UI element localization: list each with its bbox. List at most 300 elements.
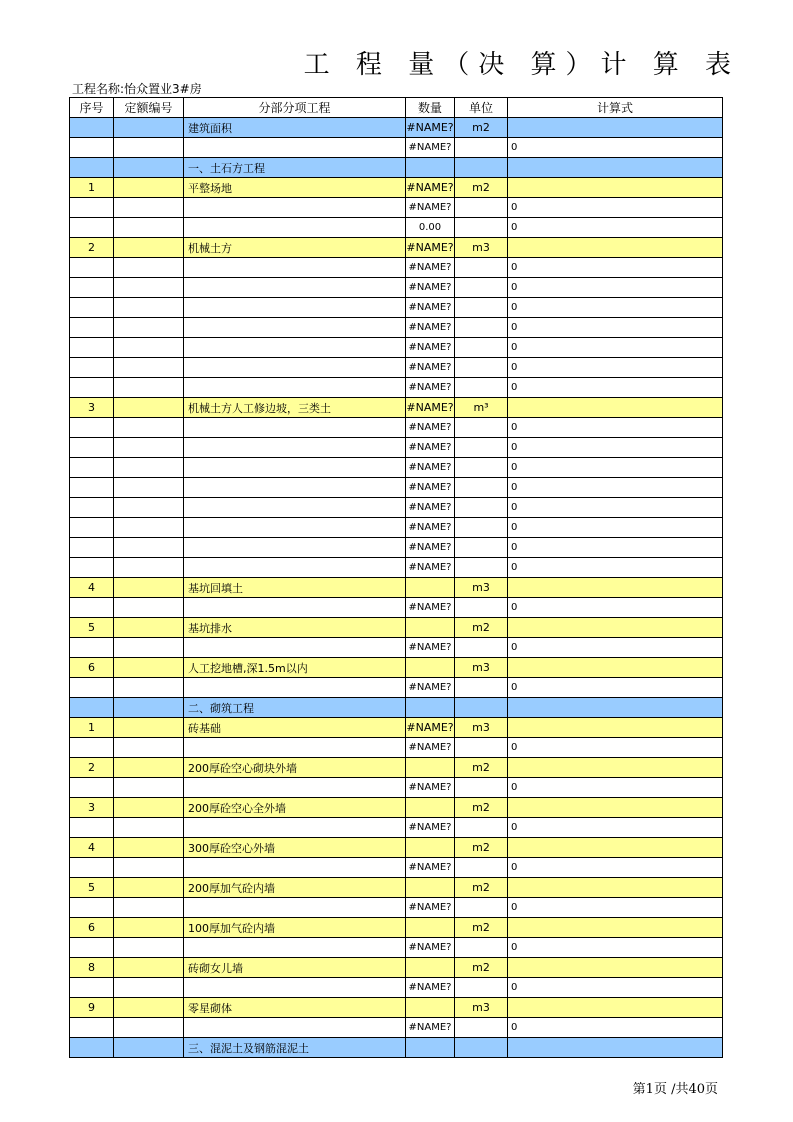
cell-no [70, 698, 114, 718]
cell-no [70, 1018, 114, 1038]
cell-name: 二、砌筑工程 [184, 698, 406, 718]
cell-qty: #NAME? [406, 338, 455, 358]
cell-qty [406, 958, 455, 978]
cell-no [70, 318, 114, 338]
cell-formula [508, 998, 723, 1018]
cell-qty: #NAME? [406, 738, 455, 758]
cell-formula: 0 [508, 358, 723, 378]
cell-no [70, 778, 114, 798]
section-row [70, 158, 723, 178]
cell-unit [455, 1018, 508, 1038]
cell-qty: #NAME? [406, 898, 455, 918]
cell-code [114, 458, 184, 478]
cell-code [114, 758, 184, 778]
cell-formula: 0 [508, 518, 723, 538]
cell-no [70, 678, 114, 698]
cell-code [114, 878, 184, 898]
cell-name: 200厚砼空心砌块外墙 [184, 758, 406, 778]
cell-name: 零星砌体 [184, 998, 406, 1018]
cell-qty: #NAME? [406, 398, 455, 418]
cell-unit [455, 698, 508, 718]
cell-formula: 0 [508, 378, 723, 398]
header-formula: 计算式 [508, 98, 723, 118]
page-number: 第1页 /共40页 [632, 1082, 718, 1097]
cell-formula: 0 [508, 458, 723, 478]
cell-qty [406, 838, 455, 858]
cell-code [114, 158, 184, 178]
cell-qty: #NAME? [406, 978, 455, 998]
cell-formula: 0 [508, 258, 723, 278]
cell-name: 建筑面积 [184, 118, 406, 138]
detail-row [70, 538, 723, 558]
cell-no: 3 [70, 798, 114, 818]
cell-qty: #NAME? [406, 118, 455, 138]
item-row [70, 838, 723, 858]
cell-unit: m2 [455, 798, 508, 818]
cell-formula: 0 [508, 318, 723, 338]
section-row [70, 1038, 723, 1058]
cell-unit: m2 [455, 958, 508, 978]
cell-code [114, 178, 184, 198]
cell-name [184, 778, 406, 798]
item-row [70, 998, 723, 1018]
cell-no [70, 558, 114, 578]
cell-no: 8 [70, 958, 114, 978]
section-row [70, 118, 723, 138]
cell-qty: #NAME? [406, 378, 455, 398]
cell-code [114, 518, 184, 538]
item-row [70, 398, 723, 418]
cell-qty: #NAME? [406, 478, 455, 498]
cell-formula: 0 [508, 498, 723, 518]
cell-formula [508, 878, 723, 898]
cell-qty [406, 618, 455, 638]
cell-formula: 0 [508, 598, 723, 618]
cell-code [114, 318, 184, 338]
cell-unit [455, 538, 508, 558]
cell-code [114, 598, 184, 618]
cell-formula [508, 838, 723, 858]
cell-name: 砖砌女儿墙 [184, 958, 406, 978]
item-row [70, 718, 723, 738]
cell-unit [455, 778, 508, 798]
cell-qty [406, 1038, 455, 1058]
cell-qty: #NAME? [406, 538, 455, 558]
detail-row [70, 478, 723, 498]
detail-row [70, 818, 723, 838]
cell-qty: #NAME? [406, 198, 455, 218]
cell-qty: #NAME? [406, 318, 455, 338]
cell-qty: #NAME? [406, 258, 455, 278]
cell-unit: m³ [455, 398, 508, 418]
cell-no: 6 [70, 918, 114, 938]
cell-code [114, 918, 184, 938]
item-row [70, 798, 723, 818]
cell-formula [508, 758, 723, 778]
document-title: 工 程 量（决 算）计 算 表 [303, 50, 740, 80]
cell-code [114, 718, 184, 738]
cell-qty: #NAME? [406, 518, 455, 538]
cell-unit: m3 [455, 718, 508, 738]
cell-unit [455, 598, 508, 618]
cell-qty: #NAME? [406, 138, 455, 158]
cell-qty: #NAME? [406, 678, 455, 698]
cell-code [114, 778, 184, 798]
detail-row [70, 558, 723, 578]
cell-unit: m2 [455, 178, 508, 198]
cell-code [114, 438, 184, 458]
cell-name [184, 338, 406, 358]
cell-code [114, 818, 184, 838]
cell-no: 1 [70, 178, 114, 198]
cell-name [184, 458, 406, 478]
cell-formula [508, 718, 723, 738]
cell-no: 1 [70, 718, 114, 738]
cell-name [184, 538, 406, 558]
cell-formula [508, 158, 723, 178]
cell-unit [455, 858, 508, 878]
cell-code [114, 118, 184, 138]
detail-row [70, 638, 723, 658]
detail-row [70, 598, 723, 618]
cell-no [70, 538, 114, 558]
cell-no [70, 158, 114, 178]
cell-qty: #NAME? [406, 438, 455, 458]
cell-unit [455, 898, 508, 918]
cell-formula: 0 [508, 538, 723, 558]
cell-name [184, 938, 406, 958]
cell-no [70, 1038, 114, 1058]
cell-qty [406, 158, 455, 178]
cell-unit [455, 198, 508, 218]
cell-no [70, 278, 114, 298]
cell-code [114, 678, 184, 698]
cell-code [114, 838, 184, 858]
cell-unit: m3 [455, 658, 508, 678]
cell-unit [455, 358, 508, 378]
cell-formula: 0 [508, 638, 723, 658]
cell-name: 机械土方人工修边坡，三类土 [184, 398, 406, 418]
quantity-table [69, 97, 723, 1058]
cell-formula: 0 [508, 338, 723, 358]
cell-no [70, 498, 114, 518]
cell-formula [508, 698, 723, 718]
cell-unit: m3 [455, 578, 508, 598]
cell-code [114, 238, 184, 258]
cell-qty: #NAME? [406, 858, 455, 878]
item-row [70, 758, 723, 778]
cell-no: 9 [70, 998, 114, 1018]
cell-code [114, 358, 184, 378]
cell-formula: 0 [508, 858, 723, 878]
cell-name [184, 198, 406, 218]
detail-row [70, 318, 723, 338]
cell-formula: 0 [508, 898, 723, 918]
cell-no: 6 [70, 658, 114, 678]
cell-name [184, 438, 406, 458]
cell-name: 基坑回填土 [184, 578, 406, 598]
cell-no: 3 [70, 398, 114, 418]
item-row [70, 918, 723, 938]
cell-formula: 0 [508, 818, 723, 838]
cell-unit [455, 558, 508, 578]
cell-name: 200厚砼空心全外墙 [184, 798, 406, 818]
cell-formula: 0 [508, 978, 723, 998]
detail-row [70, 778, 723, 798]
cell-code [114, 258, 184, 278]
cell-name [184, 678, 406, 698]
cell-formula: 0 [508, 778, 723, 798]
cell-qty [406, 578, 455, 598]
detail-row [70, 978, 723, 998]
cell-unit [455, 318, 508, 338]
cell-name [184, 298, 406, 318]
cell-formula [508, 118, 723, 138]
item-row [70, 578, 723, 598]
cell-code [114, 418, 184, 438]
cell-qty: #NAME? [406, 298, 455, 318]
cell-unit [455, 518, 508, 538]
cell-unit [455, 498, 508, 518]
cell-unit [455, 278, 508, 298]
cell-name [184, 518, 406, 538]
cell-code [114, 1038, 184, 1058]
cell-name: 人工挖地槽,深1.5m以内 [184, 658, 406, 678]
cell-qty: #NAME? [406, 778, 455, 798]
cell-code [114, 658, 184, 678]
cell-formula: 0 [508, 418, 723, 438]
detail-row [70, 678, 723, 698]
cell-formula: 0 [508, 138, 723, 158]
cell-formula: 0 [508, 558, 723, 578]
detail-row [70, 338, 723, 358]
cell-qty [406, 918, 455, 938]
section-row [70, 698, 723, 718]
cell-code [114, 338, 184, 358]
cell-code [114, 558, 184, 578]
detail-row [70, 198, 723, 218]
cell-unit [455, 338, 508, 358]
cell-name: 平整场地 [184, 178, 406, 198]
cell-no [70, 198, 114, 218]
cell-formula [508, 918, 723, 938]
cell-formula: 0 [508, 198, 723, 218]
detail-row [70, 1018, 723, 1038]
cell-formula [508, 578, 723, 598]
header-qty: 数量 [406, 98, 455, 118]
detail-row [70, 218, 723, 238]
cell-qty: #NAME? [406, 1018, 455, 1038]
cell-name [184, 978, 406, 998]
cell-name [184, 318, 406, 338]
detail-row [70, 358, 723, 378]
cell-unit [455, 438, 508, 458]
cell-code [114, 738, 184, 758]
cell-no [70, 358, 114, 378]
cell-formula [508, 618, 723, 638]
cell-formula [508, 1038, 723, 1058]
cell-formula: 0 [508, 278, 723, 298]
detail-row [70, 278, 723, 298]
cell-name [184, 1018, 406, 1038]
cell-formula [508, 238, 723, 258]
cell-qty: #NAME? [406, 458, 455, 478]
detail-row [70, 858, 723, 878]
cell-no [70, 478, 114, 498]
detail-row [70, 518, 723, 538]
cell-no: 4 [70, 578, 114, 598]
cell-unit: m2 [455, 878, 508, 898]
cell-code [114, 698, 184, 718]
cell-qty: #NAME? [406, 558, 455, 578]
cell-unit [455, 298, 508, 318]
cell-qty: #NAME? [406, 718, 455, 738]
cell-name [184, 858, 406, 878]
table-header-row [70, 98, 723, 118]
cell-formula: 0 [508, 938, 723, 958]
cell-unit: m2 [455, 838, 508, 858]
cell-code [114, 378, 184, 398]
cell-no [70, 378, 114, 398]
cell-qty: #NAME? [406, 638, 455, 658]
cell-qty: #NAME? [406, 938, 455, 958]
cell-name [184, 218, 406, 238]
cell-unit [455, 378, 508, 398]
item-row [70, 618, 723, 638]
header-name: 分部分项工程 [184, 98, 406, 118]
item-row [70, 178, 723, 198]
cell-unit [455, 158, 508, 178]
cell-name [184, 258, 406, 278]
cell-name: 300厚砼空心外墙 [184, 838, 406, 858]
detail-row [70, 378, 723, 398]
cell-unit [455, 478, 508, 498]
header-code: 定额编号 [114, 98, 184, 118]
item-row [70, 878, 723, 898]
cell-no [70, 458, 114, 478]
cell-unit [455, 978, 508, 998]
cell-code [114, 898, 184, 918]
cell-formula: 0 [508, 478, 723, 498]
cell-name: 100厚加气砼内墙 [184, 918, 406, 938]
cell-qty [406, 698, 455, 718]
cell-qty: 0.00 [406, 218, 455, 238]
cell-name [184, 498, 406, 518]
cell-formula [508, 958, 723, 978]
cell-unit: m2 [455, 918, 508, 938]
cell-no: 5 [70, 618, 114, 638]
cell-no [70, 938, 114, 958]
cell-unit [455, 258, 508, 278]
cell-name [184, 598, 406, 618]
cell-name: 基坑排水 [184, 618, 406, 638]
cell-no [70, 338, 114, 358]
cell-formula: 0 [508, 218, 723, 238]
cell-qty [406, 758, 455, 778]
cell-no [70, 898, 114, 918]
cell-formula: 0 [508, 1018, 723, 1038]
item-row [70, 658, 723, 678]
cell-code [114, 478, 184, 498]
cell-unit: m2 [455, 618, 508, 638]
cell-name: 砖基础 [184, 718, 406, 738]
cell-no [70, 518, 114, 538]
cell-code [114, 398, 184, 418]
cell-code [114, 138, 184, 158]
cell-no: 4 [70, 838, 114, 858]
cell-code [114, 618, 184, 638]
cell-formula [508, 398, 723, 418]
cell-formula [508, 798, 723, 818]
cell-no [70, 438, 114, 458]
detail-row [70, 458, 723, 478]
header-no: 序号 [70, 98, 114, 118]
cell-qty: #NAME? [406, 178, 455, 198]
cell-qty [406, 878, 455, 898]
cell-name: 一、土石方工程 [184, 158, 406, 178]
detail-row [70, 138, 723, 158]
cell-name [184, 898, 406, 918]
cell-unit [455, 218, 508, 238]
cell-unit [455, 678, 508, 698]
cell-formula: 0 [508, 438, 723, 458]
cell-code [114, 978, 184, 998]
cell-name [184, 418, 406, 438]
cell-name: 机械土方 [184, 238, 406, 258]
cell-code [114, 298, 184, 318]
cell-no [70, 818, 114, 838]
cell-formula [508, 178, 723, 198]
cell-name [184, 138, 406, 158]
cell-formula: 0 [508, 678, 723, 698]
item-row [70, 958, 723, 978]
cell-name: 200厚加气砼内墙 [184, 878, 406, 898]
cell-no [70, 218, 114, 238]
cell-no: 2 [70, 758, 114, 778]
cell-unit: m3 [455, 238, 508, 258]
cell-no [70, 598, 114, 618]
cell-code [114, 278, 184, 298]
cell-name [184, 378, 406, 398]
cell-qty: #NAME? [406, 238, 455, 258]
cell-qty: #NAME? [406, 818, 455, 838]
cell-formula: 0 [508, 298, 723, 318]
cell-code [114, 1018, 184, 1038]
detail-row [70, 898, 723, 918]
cell-unit [455, 1038, 508, 1058]
cell-name [184, 478, 406, 498]
detail-row [70, 438, 723, 458]
cell-code [114, 198, 184, 218]
cell-no [70, 258, 114, 278]
cell-code [114, 498, 184, 518]
cell-name [184, 818, 406, 838]
cell-name [184, 738, 406, 758]
cell-no [70, 978, 114, 998]
cell-unit [455, 818, 508, 838]
cell-name: 三、混泥土及钢筋混泥土 [184, 1038, 406, 1058]
cell-unit [455, 458, 508, 478]
cell-formula [508, 658, 723, 678]
cell-formula: 0 [508, 738, 723, 758]
cell-name [184, 358, 406, 378]
cell-qty: #NAME? [406, 358, 455, 378]
header-unit: 单位 [455, 98, 508, 118]
cell-code [114, 938, 184, 958]
cell-qty: #NAME? [406, 498, 455, 518]
cell-no [70, 138, 114, 158]
cell-qty [406, 998, 455, 1018]
